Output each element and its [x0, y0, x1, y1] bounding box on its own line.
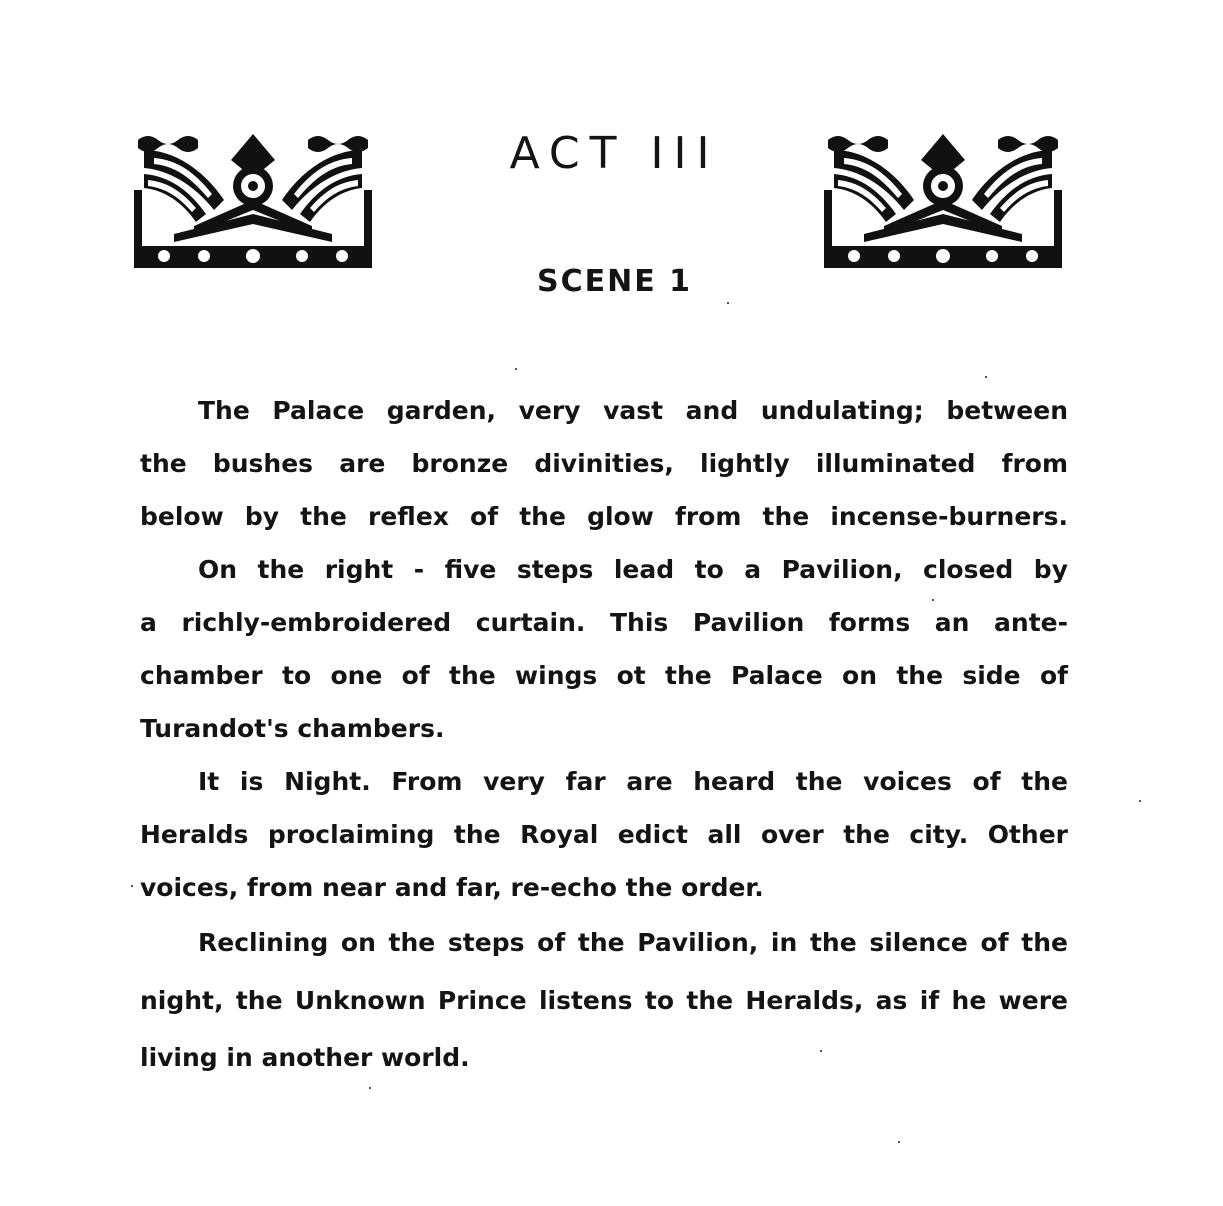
text-line: below by the reflex of the glow from the incense-burners.: [140, 502, 1068, 531]
scan-speck: [1139, 800, 1141, 802]
text-line: The Palace garden, very vast and undulating; between: [198, 396, 1068, 425]
paragraph: [140, 543, 1068, 755]
text-line: the bushes are bronze divinities, lightly illuminated from: [140, 449, 1068, 478]
paragraph: [140, 914, 1068, 1084]
scan-speck: [727, 302, 729, 304]
stage-directions: [140, 384, 1068, 1084]
text-line: Turandot's chambers.: [140, 714, 445, 743]
text-line: living in another world.: [140, 1043, 470, 1072]
scan-speck: [369, 1087, 371, 1089]
scan-speck: [131, 885, 133, 887]
text-line: Reclining on the steps of the Pavilion, in the silence of the: [198, 928, 1068, 957]
scan-speck: [932, 599, 934, 601]
text-line: night, the Unknown Prince listens to the Heralds, as if he were: [140, 986, 1068, 1015]
text-line: a richly-embroidered curtain. This Pavilion forms an ante-: [140, 608, 1068, 637]
paragraph: [140, 755, 1068, 914]
scan-speck: [515, 368, 517, 370]
text-line: Heralds proclaiming the Royal edict all over the city. Other: [140, 820, 1068, 849]
text-line: On the right - five steps lead to a Pavilion, closed by: [198, 555, 1068, 584]
scene-title: SCENE 1: [536, 264, 693, 299]
scan-speck: [898, 1141, 900, 1143]
scan-speck: [820, 1050, 822, 1052]
paragraph: [140, 384, 1068, 543]
text-line: voices, from near and far, re-echo the order.: [140, 873, 764, 902]
scan-speck: [985, 376, 987, 378]
text-line: It is Night. From very far are heard the voices of the: [198, 767, 1068, 796]
text-line: chamber to one of the wings ot the Palace on the side of: [140, 661, 1068, 690]
act-title: ACT III: [509, 128, 720, 179]
